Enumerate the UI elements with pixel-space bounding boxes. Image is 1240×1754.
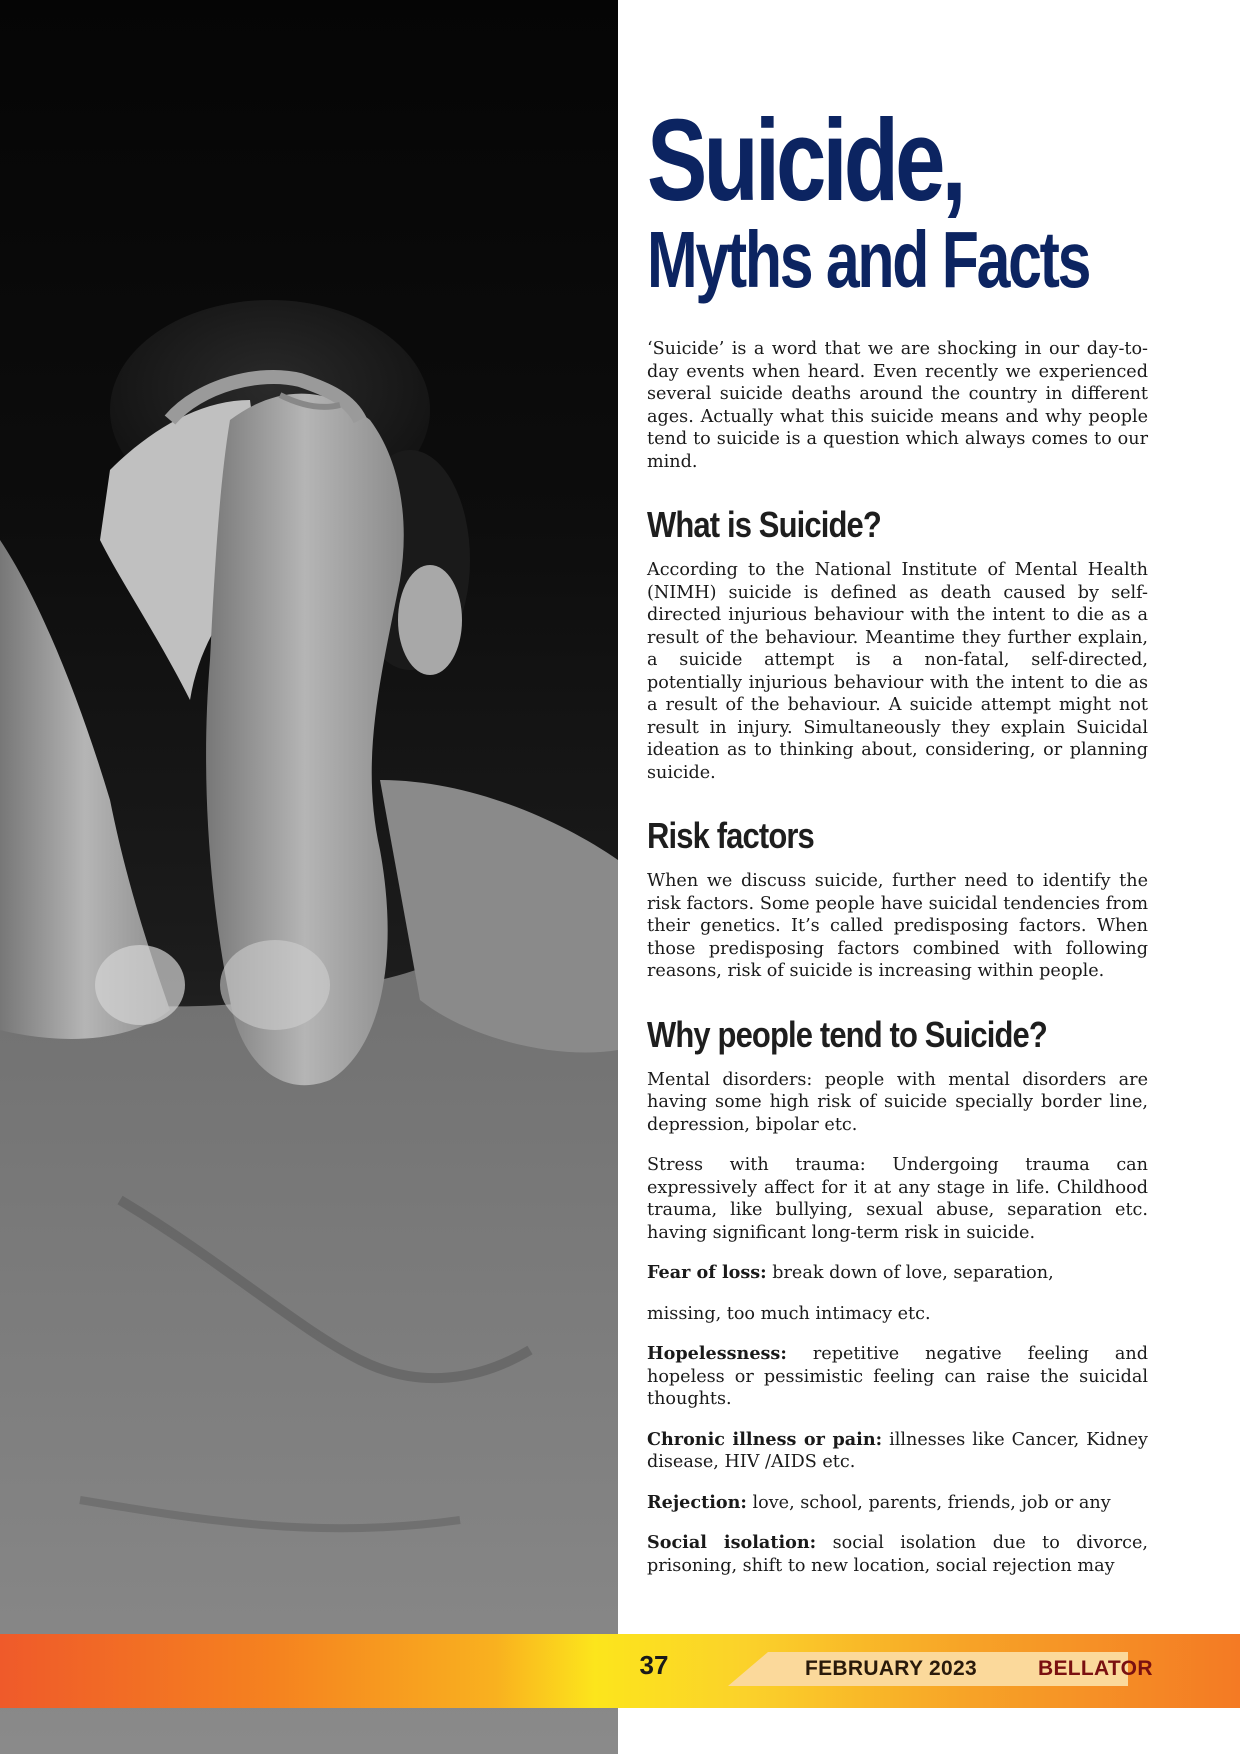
page-number: 37 (639, 1650, 669, 1680)
factor-social-isolation (647, 1532, 1148, 1577)
cover-photo (0, 0, 618, 1754)
factor-rejection (647, 1492, 1148, 1515)
factor-term: Social isolation: (647, 1532, 817, 1553)
section-heading-what-is-suicide: What is Suicide? (647, 504, 881, 545)
factor-term: Chronic illness or pain: (647, 1428, 883, 1450)
article (647, 95, 1148, 1577)
factor-term: Fear of loss: (647, 1262, 767, 1283)
factor-term: Rejection: (647, 1491, 747, 1513)
risk-factors-paragraph: When we discuss suicide, further need to identify the risk factors. Some people have suicidal tendencies from their genetics. It’s called predisposing factors. When those predisposing factors combined with following reasons, risk of suicide is increasing within people. (647, 871, 1148, 981)
factor-fear-of-loss-continued (647, 1303, 1148, 1326)
factor-text: break down of love, separation, (766, 1263, 1054, 1283)
factor-hopelessness (647, 1343, 1148, 1411)
factor-text: missing, too much intimacy etc. (647, 1303, 931, 1324)
factor-fear-of-loss (647, 1262, 1148, 1285)
issue-date: FEBRUARY 2023 (805, 1657, 977, 1680)
factor-chronic-illness (647, 1429, 1148, 1474)
factor-text: social isolation due to divorce, prisoning, shift to new location, social rejection may (647, 1533, 1148, 1576)
stress-trauma-paragraph: Stress with trauma: Undergoing trauma can expressively affect for it at any stage in life. Childhood trauma, like bullying, sexual abuse, separation etc. having significant long-term risk in suicide. (647, 1155, 1148, 1243)
intro-paragraph: ‘Suicide’ is a word that we are shocking in our day-to-day events when heard. Even recently we experienced several suicide deaths around the country in different ages. Actually what this suicide means and why people tend to suicide is a question which always comes to our mind. (647, 339, 1148, 472)
factor-text: love, school, parents, friends, job or any (746, 1492, 1111, 1513)
factor-term: Hopelessness: (647, 1343, 787, 1364)
magazine-name: BELLATOR (1038, 1657, 1153, 1680)
photo-illustration (0, 0, 618, 1754)
factor-text: repetitive negative feeling and hopeless or pessimistic feeling can raise the suicidal thoughts. (647, 1344, 1148, 1409)
section-heading-why-people-tend: Why people tend to Suicide? (647, 1013, 1047, 1055)
article-subtitle: Myths and Facts (647, 215, 1090, 304)
article-title: Suicide, (647, 95, 963, 225)
mental-disorders-paragraph: Mental disorders: people with mental disorders are having some high risk of suicide specially border line, depression, bipolar etc. (647, 1069, 1148, 1135)
factor-text: illnesses like Cancer, Kidney disease, HIV /AIDS etc. (647, 1429, 1148, 1472)
section-heading-risk-factors: Risk factors (647, 815, 814, 856)
definition-paragraph: According to the National Institute of Mental Health (NIMH) suicide is defined as death caused by self-directed injurious behaviour with the intent to die as a result of the behaviour. Meantime they further explain, a suicide attempt is a non-fatal, self-directed, potentially injurious behaviour with the intent to die as a result of the behaviour. A suicide attempt might not result in injury. Simultaneously they explain Suicidal ideation as to thinking about, considering, or planning suicide. (647, 560, 1148, 783)
